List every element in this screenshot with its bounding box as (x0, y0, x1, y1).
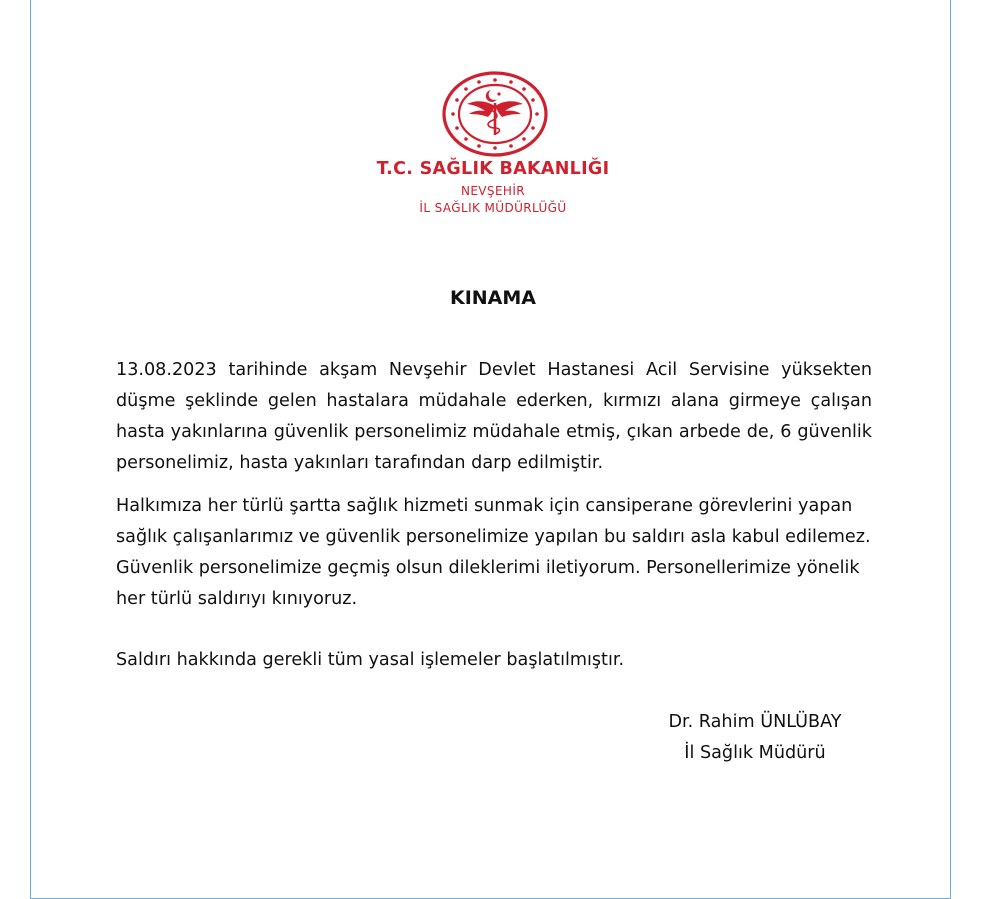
organization-city: NEVŞEHİR (460, 184, 526, 198)
body-paragraph-3: Saldırı hakkında gerekli tüm yasal işlemeler başlatılmıştır. (116, 650, 625, 670)
ministry-of-health-emblem-icon (441, 70, 549, 158)
signatory-name: Dr. Rahim ÜNLÜBAY (668, 712, 842, 732)
document-title: KINAMA (449, 287, 536, 309)
organization-directorate: İL SAĞLIK MÜDÜRLÜĞÜ (419, 201, 567, 215)
body-paragraph-2: Halkımıza her türlü şartta sağlık hizmeti sunmak için cansiperane görevlerini yapan sağlık çalışanlarımız ve güvenlik personelimize yapılan bu saldırı asla kabul edilemez. Güvenlik personelimize geçmiş olsun dileklerimi iletiyorum. Personellerimize yönelik her türlü saldırıyı kınıyoruz. (116, 496, 871, 609)
signatory-role: İl Sağlık Müdürü (684, 743, 826, 763)
body-paragraph-1: 13.08.2023 tarihinde akşam Nevşehir Devlet Hastanesi Acil Servisine yüksekten düşme şeklinde gelen hastalara müdahale ederken, kırmızı alana girmeye çalışan hasta yakınlarına güvenlik personelimiz müdahale etmiş, çıkan arbede de, 6 güvenlik personelimiz, hasta yakınları tarafından darp edilmiştir. (116, 360, 872, 473)
signature-block (630, 707, 880, 769)
organization-title: T.C. SAĞLIK BAKANLIĞI (376, 159, 610, 179)
